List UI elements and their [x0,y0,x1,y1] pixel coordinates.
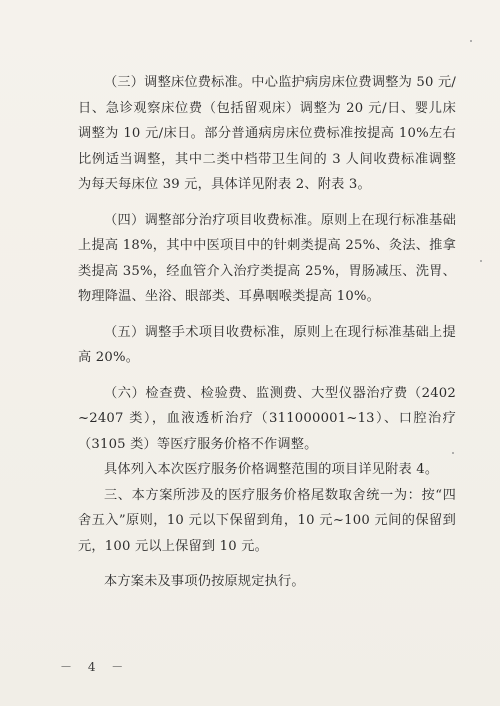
scan-speck [452,452,454,454]
paragraph-attachment-4: 具体列入本次医疗服务价格调整范围的项目详见附表 4。 [104,462,439,477]
paragraph-bed-fee: （三）调整床位费标准。中心监护病房床位费调整为 50 元/日、急诊观察床位费（包括留观床）调整为 20 元/日、婴儿床调整为 10 元/床日。部分普通病房床位费标准按提高 10%左右比例适当调整，其中二类中档带卫生间的 3 人间收费标准调整为每天每床位 39 元，具体详见附表 2、附表 3。 [78,75,456,192]
page-number: － 4 － [60,660,130,674]
document-body [78,70,456,605]
paragraph-exam-fee: （六）检查费、检验费、监测费、大型仪器治疗费（2402~2407 类），血液透析治疗（311000001~13）、口腔治疗（3105 类）等医疗服务价格不作调整。 [78,385,456,452]
paragraph-treatment-fee: （四）调整部分治疗项目收费标准。原则上在现行标准基础上提高 18%，其中中医项目中的针刺类提高 25%、灸法、推拿类提高 35%，经血管介入治疗类提高 25%，胃肠减压、洗胃、物理降温、坐浴、眼部类、耳鼻咽喉类提高 10%。 [78,212,456,304]
scan-speck [480,260,482,262]
paragraph-rounding-rule: 三、本方案所涉及的医疗服务价格尾数取舍统一为：按“四舍五入”原则，10 元以下保留到角，10 元~100 元间的保留到元，100 元以上保留到 10 元。 [78,487,456,554]
paragraph-other-matters: 本方案未及事项仍按原规定执行。 [104,574,305,589]
scan-speck [470,40,472,42]
paragraph-surgery-fee: （五）调整手术项目收费标准，原则上在现行标准基础上提高 20%。 [78,324,456,365]
